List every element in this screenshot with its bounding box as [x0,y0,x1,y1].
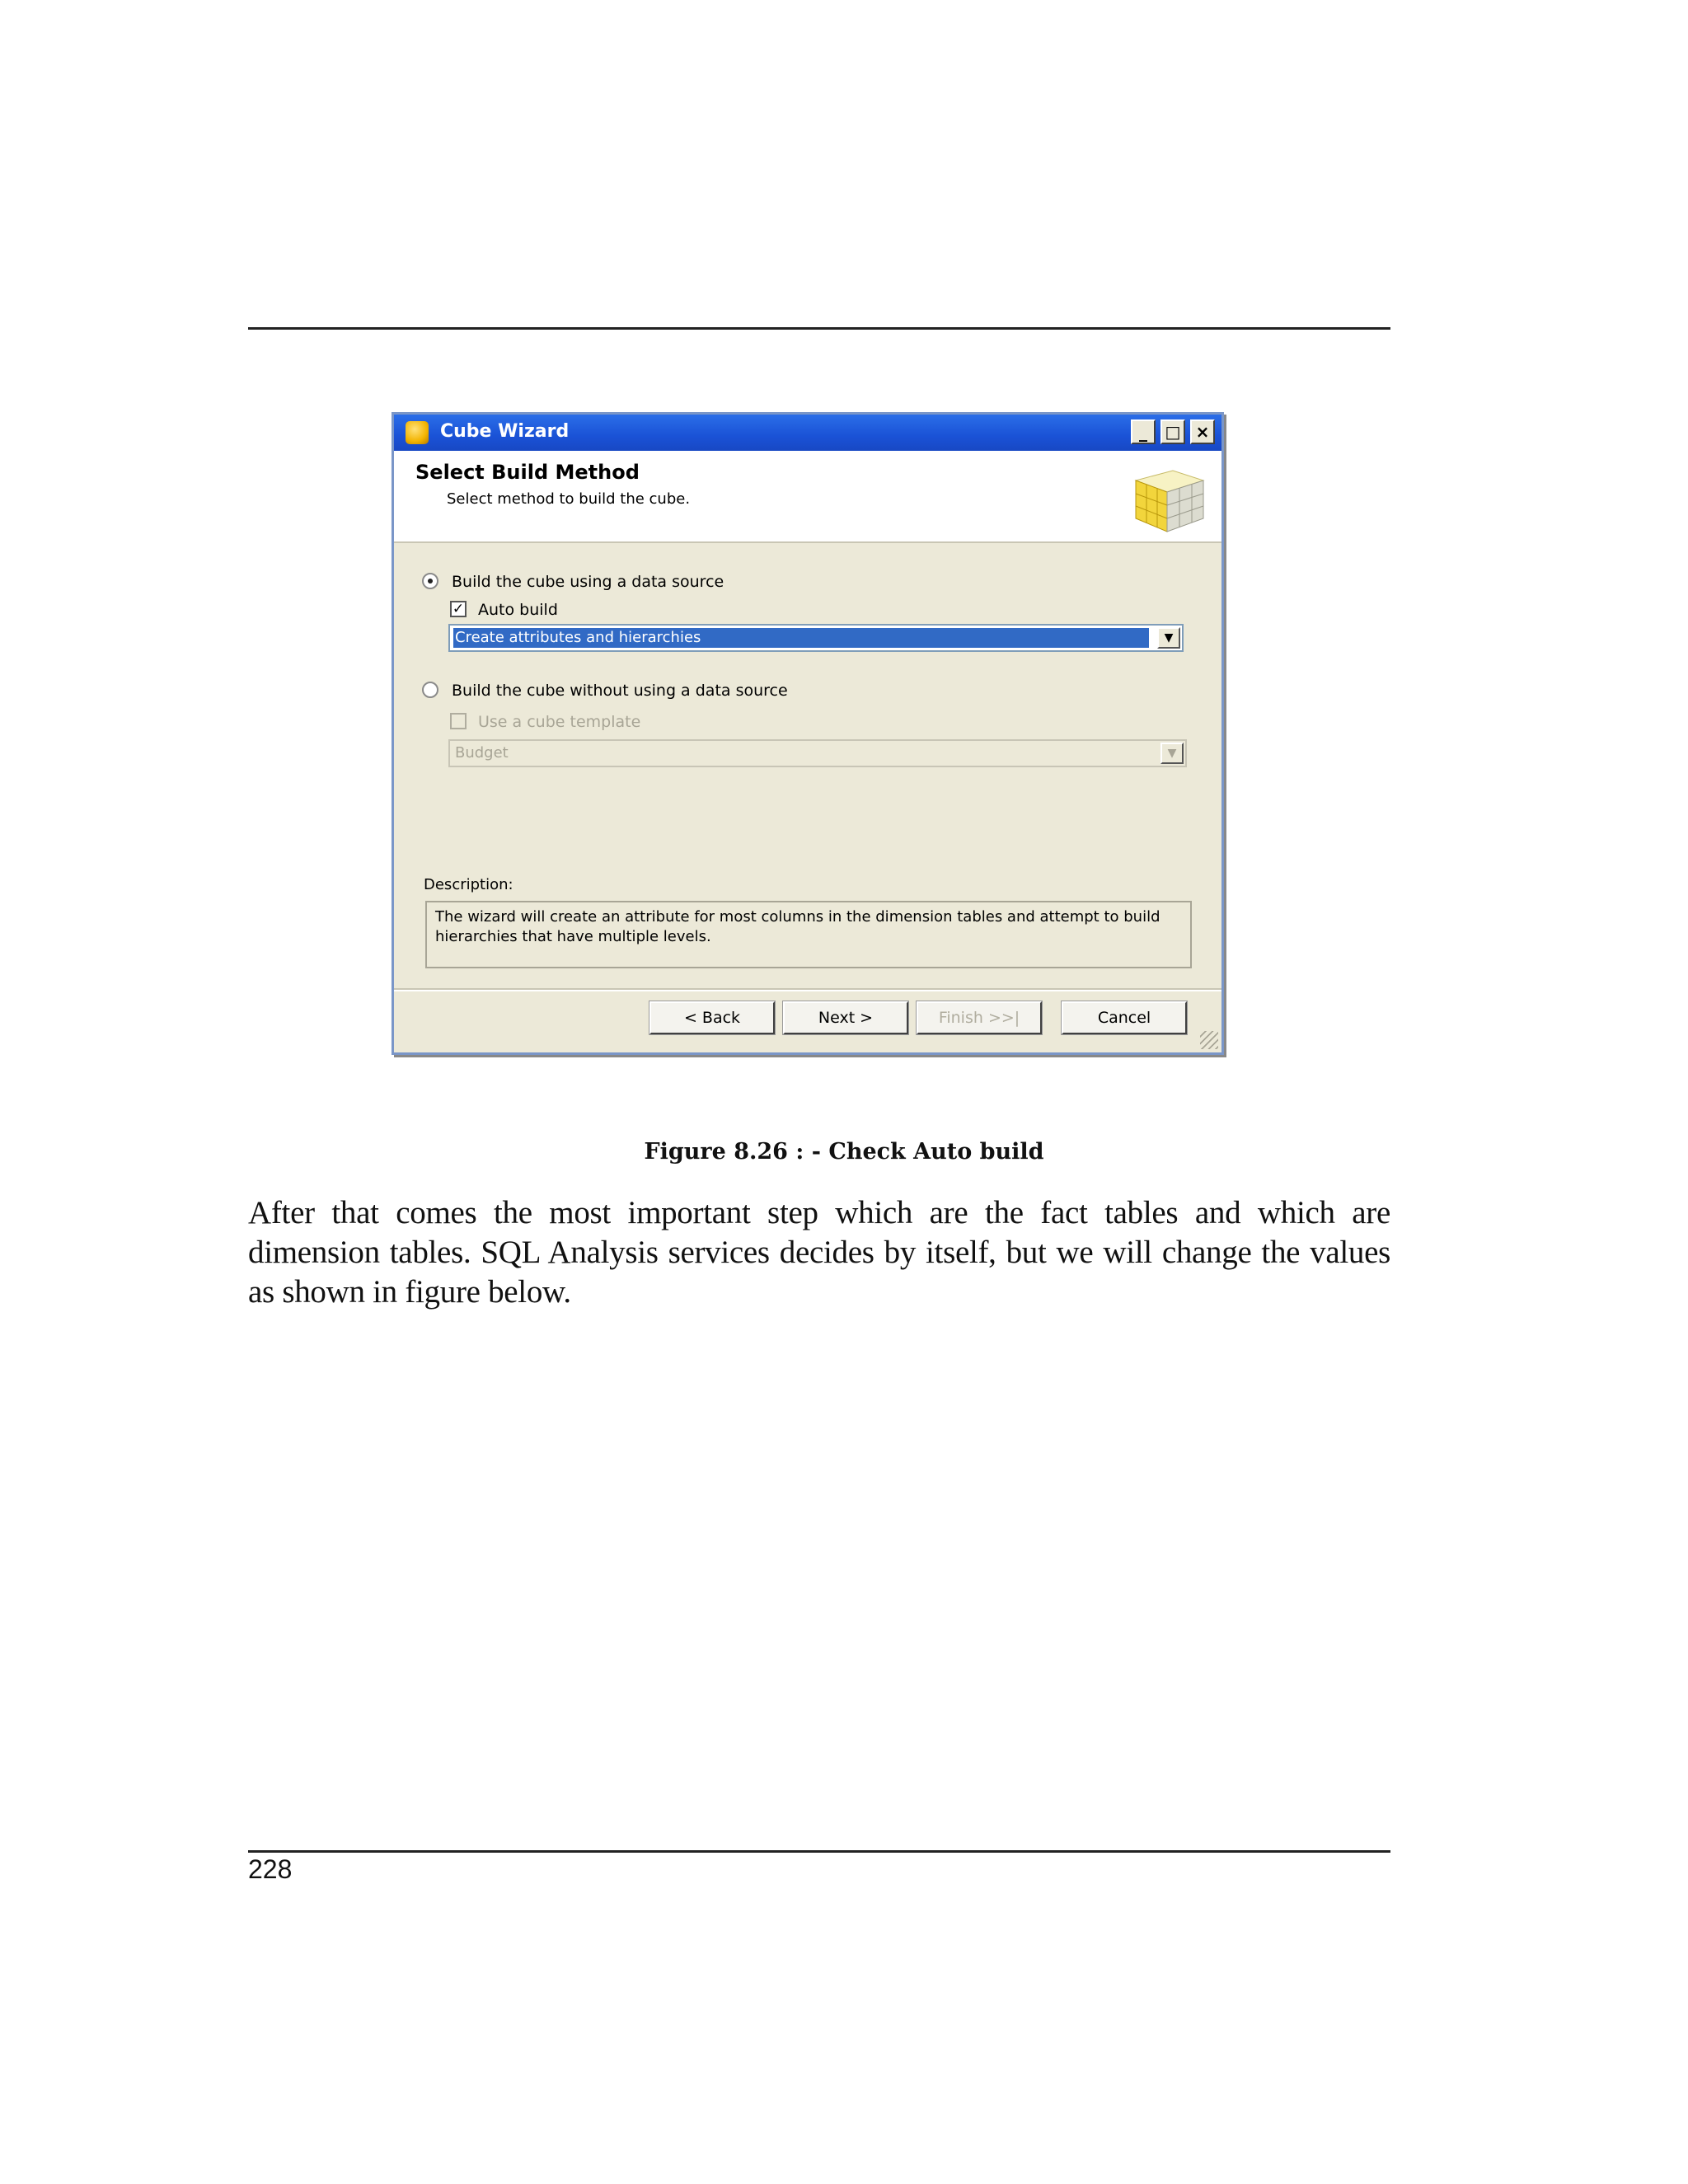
radio-build-without-data-source[interactable] [422,682,438,698]
minimize-button[interactable]: _ [1131,419,1156,444]
radio-build-with-data-source-label[interactable]: Build the cube using a data source [452,573,724,591]
chevron-down-icon[interactable]: ▼ [1157,627,1180,649]
page-title: Select Build Method [415,461,640,484]
window-title: Cube Wizard [440,421,570,442]
resize-grip-icon[interactable] [1200,1031,1218,1049]
description-label: Description: [424,876,513,893]
auto-build-method-value: Create attributes and hierarchies [453,628,1149,648]
maximize-button[interactable]: □ [1160,419,1185,444]
cancel-button[interactable]: Cancel [1062,1001,1187,1034]
page-subtitle: Select method to build the cube. [447,490,691,508]
back-button[interactable]: < Back [649,1001,775,1034]
auto-build-label[interactable]: Auto build [478,601,558,619]
finish-button[interactable]: Finish >>| [917,1001,1042,1034]
cube-wizard-window [392,412,1224,1055]
page-number: 228 [248,1854,293,1884]
cube-template-combo[interactable] [448,739,1187,767]
radio-build-without-data-source-label[interactable]: Build the cube without using a data source [452,682,788,700]
cube-template-value: Budget [455,744,509,762]
use-cube-template-checkbox[interactable] [450,713,467,729]
next-button[interactable]: Next > [783,1001,908,1034]
footer-rule [248,1850,1390,1853]
footer-divider [394,988,1221,991]
close-button[interactable]: × [1190,419,1215,444]
title-bar[interactable] [394,415,1221,451]
figure-caption: Figure 8.26 : - Check Auto build [644,1139,1044,1165]
radio-build-with-data-source[interactable] [422,573,438,589]
auto-build-method-combo[interactable] [448,624,1184,652]
wizard-header [394,451,1221,543]
use-cube-template-label: Use a cube template [478,713,641,731]
auto-build-checkbox[interactable]: ✓ [450,601,467,617]
cube-wizard-app-icon [406,421,429,444]
chevron-down-icon[interactable]: ▼ [1160,743,1184,764]
description-text: The wizard will create an attribute for most columns in the dimension tables and attempt to build hierarchies that have multiple levels. [425,901,1192,968]
header-rule [248,327,1390,330]
cube-icon [1128,456,1210,538]
body-paragraph: After that comes the most important step which are the fact tables and which are dimension tables. SQL Analysis services decides by itself, but we will change the values as shown in figure below. [248,1195,1390,1310]
